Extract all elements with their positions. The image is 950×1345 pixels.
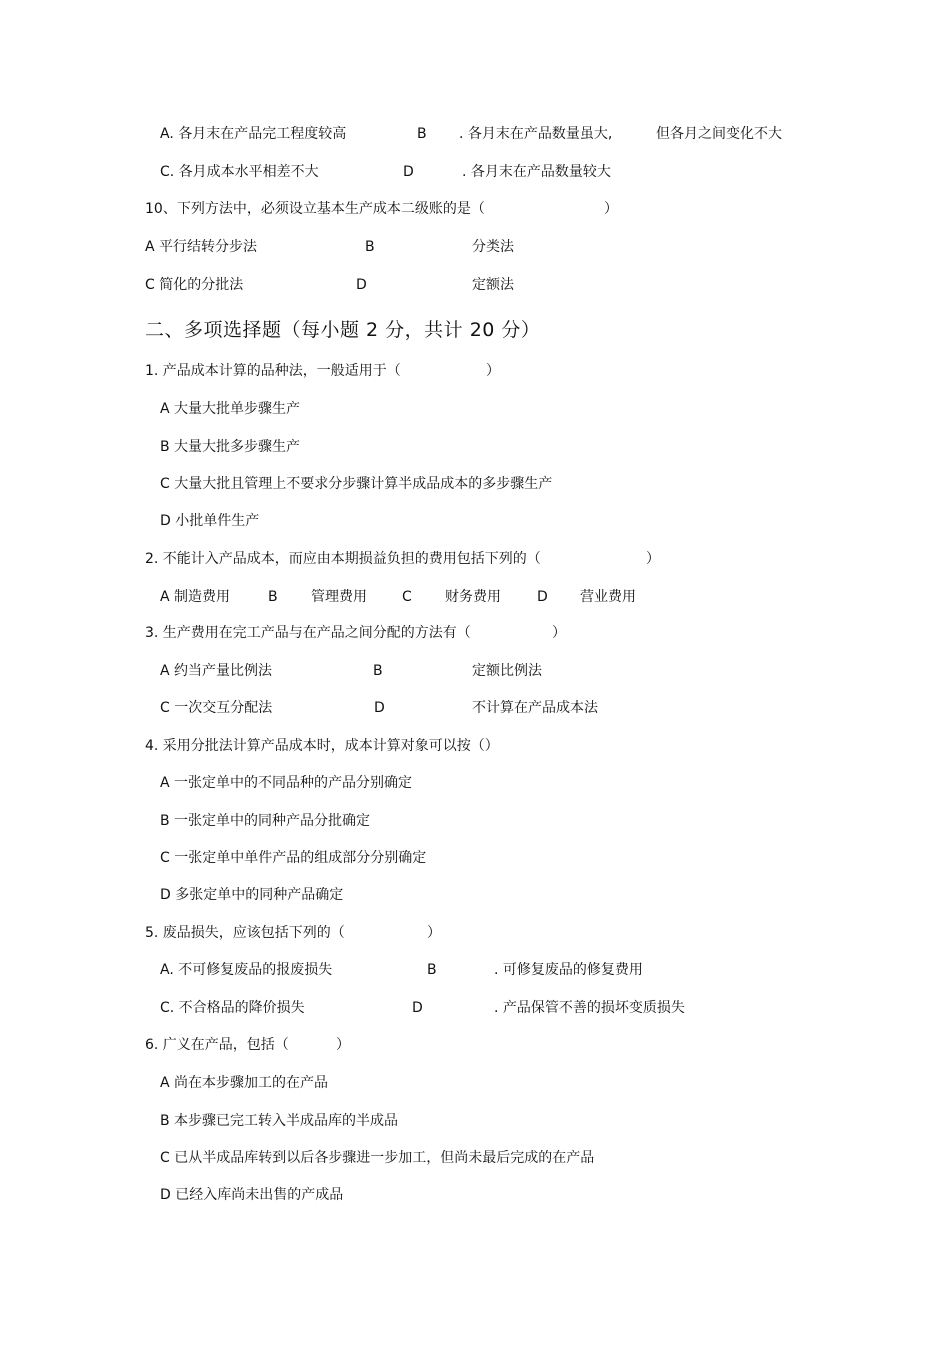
mq2-option-d-letter: D: [537, 589, 548, 605]
mq6-option-d: D 已经入库尚未出售的产成品: [160, 1187, 344, 1203]
mq1-stem-close: ）: [486, 363, 500, 379]
q9-option-d-text: . 各月末在产品数量较大: [462, 164, 611, 180]
mq6-option-a: A 尚在本步骤加工的在产品: [160, 1075, 329, 1091]
mq6-stem-text: 6. 广义在产品，包括（: [145, 1037, 289, 1053]
mq3-option-c: C 一次交互分配法: [160, 700, 273, 716]
mq3-option-a: A 约当产量比例法: [160, 663, 273, 679]
mq3-option-d-letter: D: [374, 700, 385, 716]
q9-option-b-letter: B: [417, 126, 427, 142]
mq2-stem-close: ）: [646, 551, 660, 567]
q9-option-c: C. 各月成本水平相差不大: [160, 164, 319, 180]
mq2-stem-text: 2. 不能计入产品成本，而应由本期损益负担的费用包括下列的（: [145, 551, 541, 567]
mq5-option-d-text: . 产品保管不善的损坏变质损失: [494, 1000, 685, 1016]
mq1-option-d: D 小批单件生产: [160, 513, 260, 529]
mq1-option-c: C 大量大批且管理上不要求分步骤计算半成品成本的多步骤生产: [160, 476, 553, 492]
q9-option-a: A. 各月末在产品完工程度较高: [160, 126, 347, 142]
q10-option-c: C 简化的分批法: [145, 277, 244, 293]
mq5-option-d-letter: D: [412, 1000, 423, 1016]
mq4-stem-text: 4. 采用分批法计算产品成本时，成本计算对象可以按（）: [145, 738, 499, 754]
mq3-stem-text: 3. 生产费用在完工产品与在产品之间分配的方法有（: [145, 625, 471, 641]
mq1-option-b: B 大量大批多步骤生产: [160, 439, 301, 455]
mq1-option-a: A 大量大批单步骤生产: [160, 401, 301, 417]
mq5-stem-text: 5. 废品损失，应该包括下列的（: [145, 925, 345, 941]
mq5-option-c: C. 不合格品的降价损失: [160, 1000, 305, 1016]
section-2-heading: 二、多项选择题（每小题 2 分，共计 20 分）: [145, 319, 541, 341]
mq6-option-b: B 本步骤已完工转入半成品库的半成品: [160, 1113, 399, 1129]
q10-option-a: A 平行结转分步法: [145, 239, 258, 255]
mq4-option-d: D 多张定单中的同种产品确定: [160, 887, 344, 903]
q10-stem-close: ）: [604, 201, 618, 217]
mq2-option-c-text: 财务费用: [445, 589, 501, 605]
mq1-stem-text: 1. 产品成本计算的品种法，一般适用于（: [145, 363, 401, 379]
mq2-option-c-letter: C: [402, 589, 412, 605]
mq6-option-c: C 已从半成品库转到以后各步骤进一步加工，但尚未最后完成的在产品: [160, 1150, 595, 1166]
mq5-stem-close: ）: [427, 925, 441, 941]
mq2-option-d-text: 营业费用: [580, 589, 636, 605]
mq5-option-a: A. 不可修复废品的报废损失: [160, 962, 333, 978]
q10-stem-text: 10、下列方法中，必须设立基本生产成本二级账的是（: [145, 201, 485, 217]
mq2-option-a: A 制造费用: [160, 589, 231, 605]
mq3-option-b-letter: B: [373, 663, 383, 679]
mq3-stem-close: ）: [552, 625, 566, 641]
q9-option-b-text-2: 但各月之间变化不大: [656, 126, 782, 142]
mq2-option-b-letter: B: [268, 589, 278, 605]
mq6-stem-close: ）: [336, 1037, 350, 1053]
q10-option-d-text: 定额法: [472, 277, 514, 293]
mq3-option-d-text: 不计算在产品成本法: [472, 700, 598, 716]
mq4-option-b: B 一张定单中的同种产品分批确定: [160, 813, 371, 829]
mq4-option-c: C 一张定单中单件产品的组成部分分别确定: [160, 850, 427, 866]
q9-option-d-letter: D: [403, 164, 414, 180]
mq5-option-b-text: . 可修复废品的修复费用: [494, 962, 643, 978]
mq4-option-a: A 一张定单中的不同品种的产品分别确定: [160, 775, 413, 791]
mq5-option-b-letter: B: [427, 962, 437, 978]
q10-option-d-letter: D: [356, 277, 367, 293]
q10-option-b-text: 分类法: [472, 239, 514, 255]
mq2-option-b-text: 管理费用: [311, 589, 367, 605]
q10-option-b-letter: B: [365, 239, 375, 255]
q9-option-b-text: . 各月末在产品数量虽大,: [459, 126, 613, 142]
mq3-option-b-text: 定额比例法: [472, 663, 542, 679]
